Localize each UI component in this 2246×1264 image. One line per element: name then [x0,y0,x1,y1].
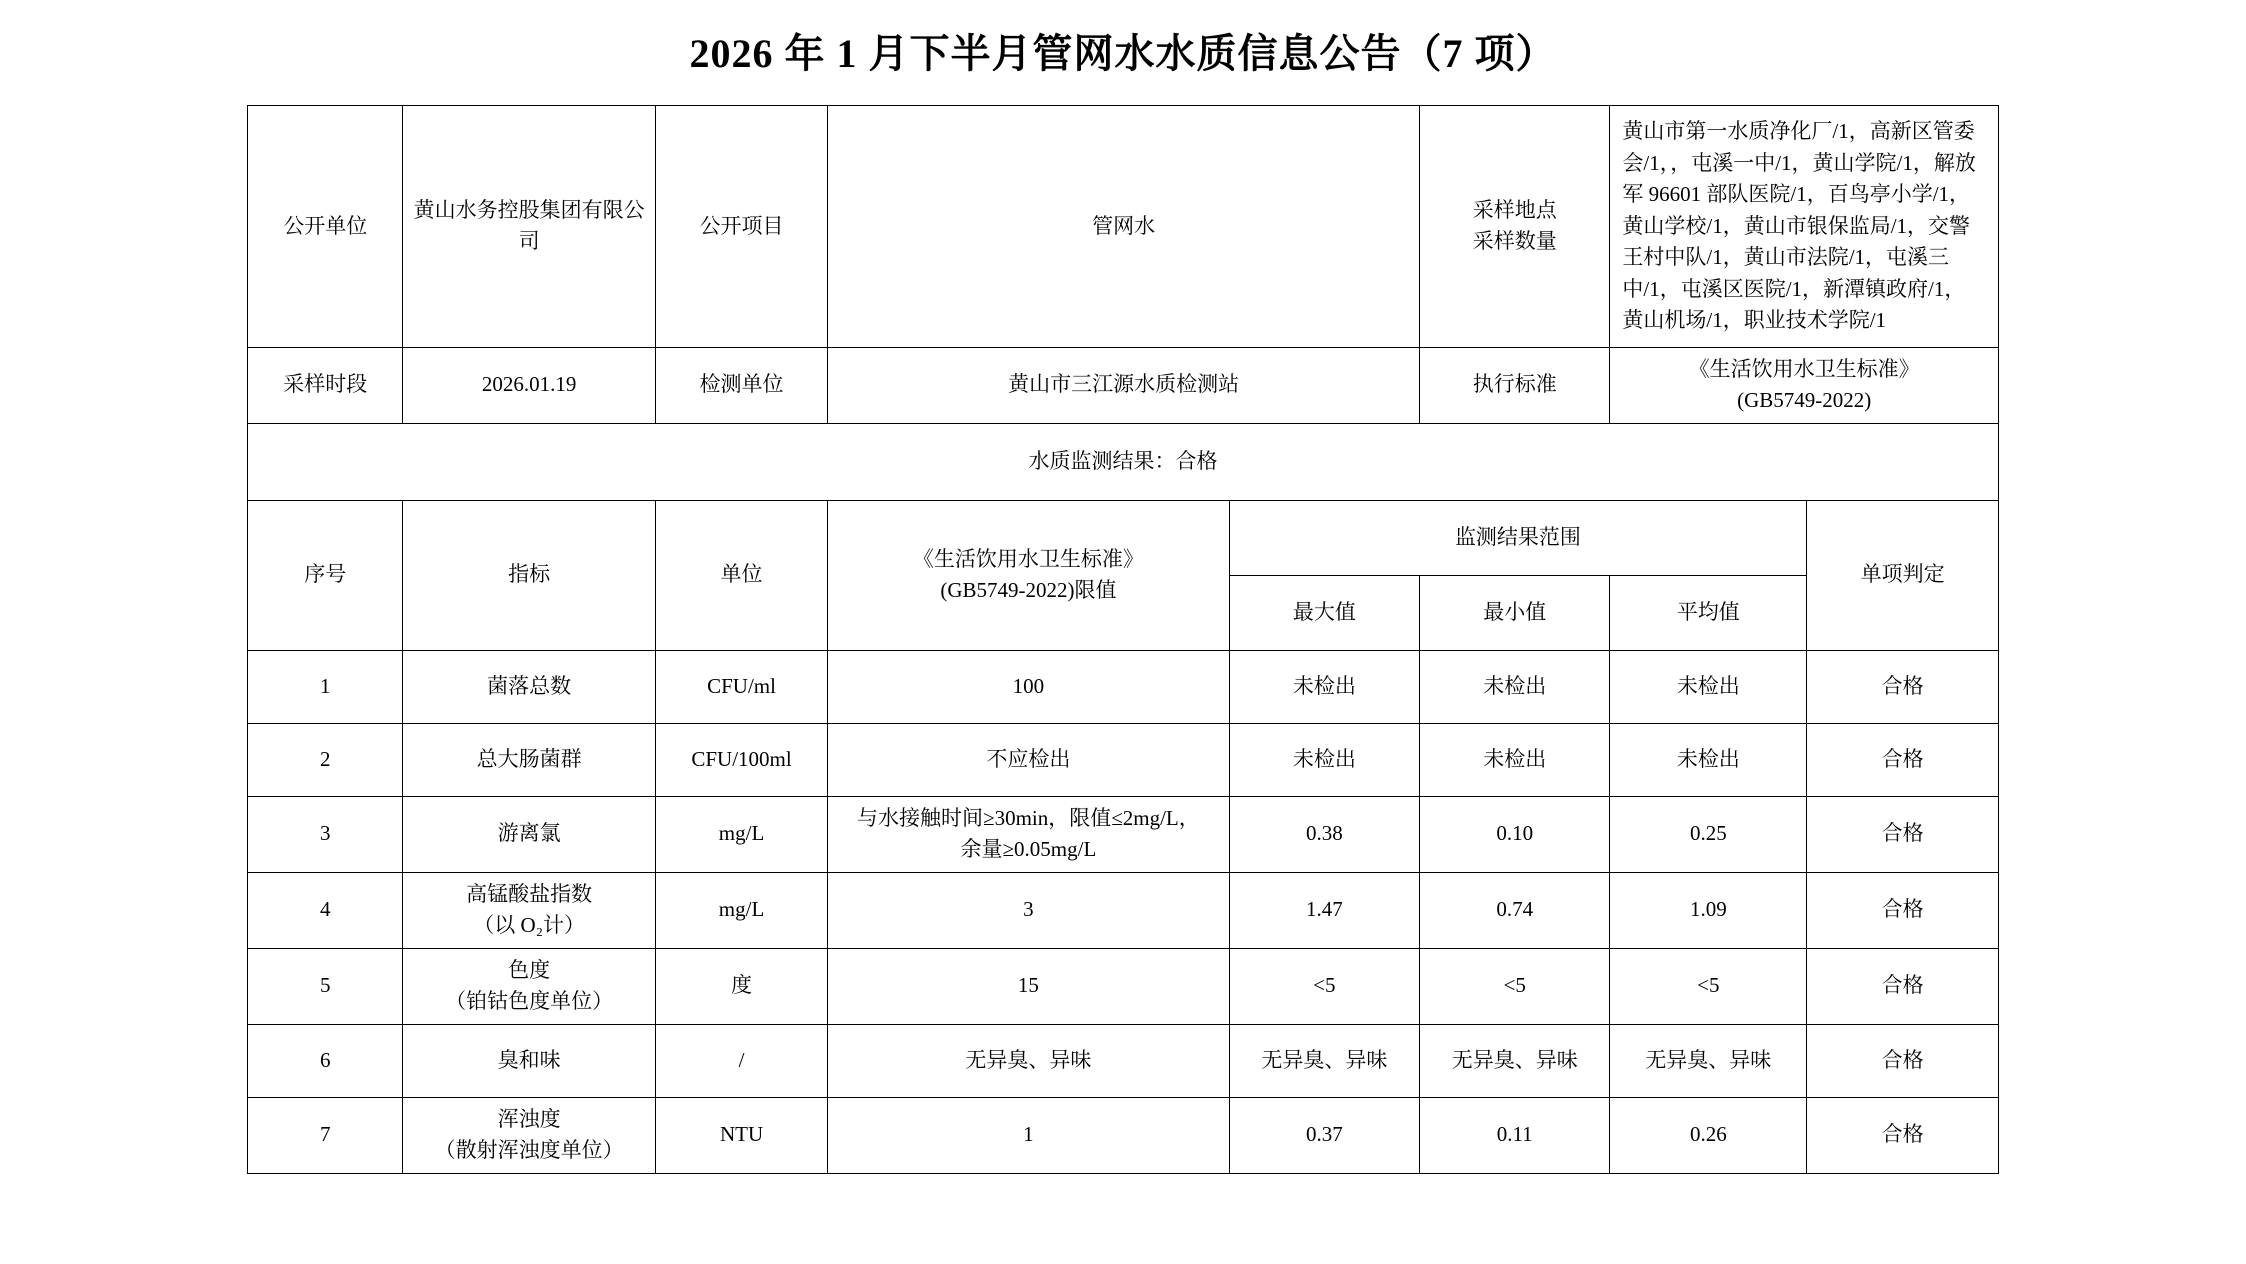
sampling-site-label [1420,106,1610,348]
cell-unit: mg/L [655,872,827,948]
cell-unit: 度 [655,948,827,1024]
cell-min: 未检出 [1420,650,1610,723]
cell-limit-line1: 与水接触时间≥30min，限值≤2mg/L， [857,805,1200,830]
cell-indicator [403,1097,656,1173]
cell-no: 3 [248,796,403,872]
cell-indicator [403,872,656,948]
result-note-row [248,423,1999,500]
cell-no: 2 [248,723,403,796]
cell-no: 5 [248,948,403,1024]
standard-value-line2: (GB5749-2022) [1737,388,1872,412]
cell-avg: <5 [1610,948,1807,1024]
cell-judgement: 合格 [1807,1097,1999,1173]
table-row [248,650,1999,723]
cell-unit: NTU [655,1097,827,1173]
cell-limit-line2: 余量≥0.05mg/L [960,837,1097,861]
cell-unit: CFU/ml [655,650,827,723]
cell-indicator-line1: 臭和味 [497,1047,561,1072]
cell-limit [828,948,1229,1024]
cell-avg: 0.26 [1610,1097,1807,1173]
cell-max: 1.47 [1229,872,1419,948]
cell-unit: mg/L [655,796,827,872]
cell-unit: CFU/100ml [655,723,827,796]
header-min: 最小值 [1420,575,1610,650]
cell-limit-line1: 15 [1017,973,1039,998]
cell-min: 0.10 [1420,796,1610,872]
header-indicator: 指标 [403,500,656,650]
testing-unit-label: 检测单位 [655,347,827,423]
table-row [248,872,1999,948]
cell-indicator-line1: 游离氯 [497,821,561,846]
cell-judgement: 合格 [1807,796,1999,872]
cell-judgement: 合格 [1807,650,1999,723]
cell-min: 0.11 [1420,1097,1610,1173]
cell-indicator-line1: 浑浊度 [497,1106,561,1131]
water-quality-report-table [247,105,1999,1174]
standard-label: 执行标准 [1420,347,1610,423]
cell-limit-line1: 无异臭、异味 [965,1047,1092,1072]
table-row [248,1097,1999,1173]
cell-limit-line1: 1 [1023,1122,1034,1147]
cell-judgement: 合格 [1807,948,1999,1024]
cell-avg: 未检出 [1610,723,1807,796]
cell-min: <5 [1420,948,1610,1024]
header-limit [828,500,1229,650]
result-note: 水质监测结果：合格 [248,423,1999,500]
table-header-row-1 [248,500,1999,575]
cell-max: 0.38 [1229,796,1419,872]
header-limit-line2: (GB5749-2022)限值 [940,578,1117,602]
cell-judgement: 合格 [1807,723,1999,796]
standard-value [1610,347,1999,423]
cell-max: <5 [1229,948,1419,1024]
cell-max: 无异臭、异味 [1229,1024,1419,1097]
table-row [248,796,1999,872]
project-label: 公开项目 [655,106,827,348]
cell-min: 无异臭、异味 [1420,1024,1610,1097]
cell-avg: 0.25 [1610,796,1807,872]
cell-no: 6 [248,1024,403,1097]
cell-indicator [403,948,656,1024]
header-limit-line1: 《生活饮用水卫生标准》 [912,546,1144,571]
cell-indicator-line1: 菌落总数 [487,673,572,698]
header-avg: 平均值 [1610,575,1807,650]
cell-limit [828,872,1229,948]
document-page [0,22,2246,1264]
cell-indicator [403,723,656,796]
cell-limit [828,796,1229,872]
standard-value-line1: 《生活饮用水卫生标准》 [1688,356,1920,381]
cell-limit [828,650,1229,723]
cell-no: 7 [248,1097,403,1173]
cell-indicator-line2: （散射浑浊度单位） [434,1138,624,1162]
cell-max: 未检出 [1229,723,1419,796]
cell-indicator-line1: 高锰酸盐指数 [466,881,593,906]
unit-value: 黄山水务控股集团有限公司 [403,106,656,348]
cell-avg: 1.09 [1610,872,1807,948]
cell-limit [828,1097,1229,1173]
header-max: 最大值 [1229,575,1419,650]
sampling-site-label-line2: 采样数量 [1472,229,1557,254]
header-range-group: 监测结果范围 [1229,500,1807,575]
page-title: 2026 年 1 月下半月管网水水质信息公告（7 项） [689,31,1557,76]
period-label: 采样时段 [248,347,403,423]
cell-max: 0.37 [1229,1097,1419,1173]
testing-unit-value: 黄山市三江源水质检测站 [828,347,1420,423]
cell-avg: 无异臭、异味 [1610,1024,1807,1097]
cell-unit: / [655,1024,827,1097]
sampling-site-value: 黄山市第一水质净化厂/1，高新区管委会/1，，屯溪一中/1，黄山学院/1，解放军 96601 部队医院/1，百鸟亭小学/1，黄山学校/1，黄山市银保监局/1，交警王村中队/1，黄山市法院/1，屯溪三中/1，屯溪区医院/1，新潭镇政府/1，黄山机场/1，职业技术学院/1 [1610,106,1999,348]
cell-no: 4 [248,872,403,948]
cell-indicator-line2: （以 O₂计） [473,913,586,937]
cell-indicator-line2: （铂钴色度单位） [445,989,614,1013]
table-row [248,1024,1999,1097]
cell-limit [828,723,1229,796]
cell-no: 1 [248,650,403,723]
sampling-site-label-line1: 采样地点 [1472,197,1557,222]
project-value: 管网水 [828,106,1420,348]
cell-limit [828,1024,1229,1097]
cell-limit-line1: 100 [1012,673,1045,698]
cell-max: 未检出 [1229,650,1419,723]
cell-limit-line1: 不应检出 [986,746,1071,771]
cell-avg: 未检出 [1610,650,1807,723]
header-no: 序号 [248,500,403,650]
table-row [248,723,1999,796]
table-row [248,948,1999,1024]
header-judgement: 单项判定 [1807,500,1999,650]
cell-indicator [403,650,656,723]
cell-judgement: 合格 [1807,872,1999,948]
info-row-1 [248,106,1999,348]
period-value: 2026.01.19 [403,347,656,423]
cell-judgement: 合格 [1807,1024,1999,1097]
cell-min: 0.74 [1420,872,1610,948]
cell-indicator [403,1024,656,1097]
cell-indicator [403,796,656,872]
cell-indicator-line1: 总大肠菌群 [476,746,582,771]
report-table-container [247,105,1999,1174]
unit-label: 公开单位 [248,106,403,348]
info-row-2 [248,347,1999,423]
header-unit: 单位 [655,500,827,650]
cell-min: 未检出 [1420,723,1610,796]
cell-limit-line1: 3 [1023,897,1034,922]
cell-indicator-line1: 色度 [508,957,551,982]
